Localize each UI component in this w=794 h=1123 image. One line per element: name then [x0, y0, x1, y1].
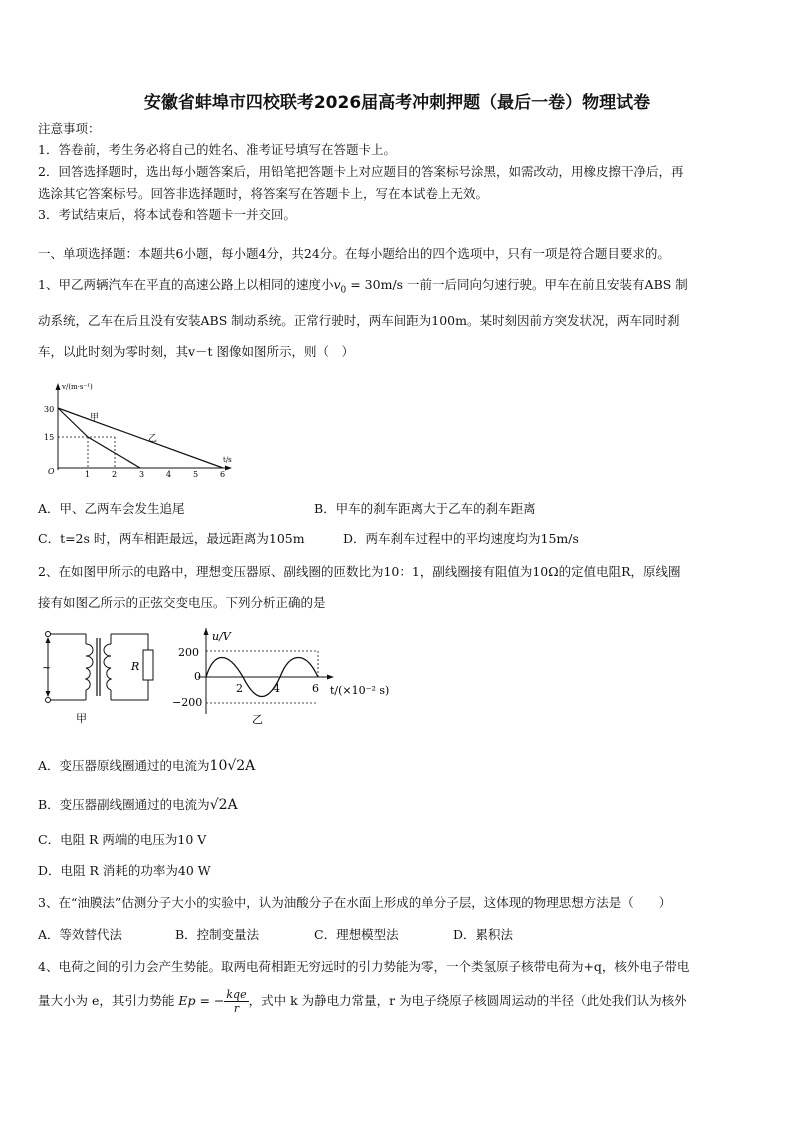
q2-option-b — [38, 796, 238, 814]
q3-option-b: B．控制变量法 — [175, 927, 260, 942]
q1-option-d: D．两车刹车过程中的平均速度均为15m/s — [343, 531, 579, 546]
q2-option-a — [38, 757, 255, 775]
q4-eq-lhs: Ep = − — [178, 993, 225, 1008]
notice-item-2: 2．回答选择题时，选出每小题答案后，用铅笔把答题卡上对应题目的答案标号涂黑，如需改动，用橡皮擦干净后，再 — [38, 164, 684, 179]
t-axis-label: t/(×10⁻² s) — [330, 684, 390, 697]
resistor-label: R — [131, 660, 140, 673]
q3-line-1: 3、在“油膜法”估测分子大小的实验中，认为油酸分子在水面上形成的单分子层，这体现的物理思想方法是（ ） — [38, 895, 672, 910]
q1-line-3: 车，以此时刻为零时刻，其v－t 图像如图所示，则（ ） — [38, 344, 355, 359]
q2-option-a-math: 10√2A — [209, 758, 256, 774]
x-tick-2: 2 — [112, 470, 118, 478]
q1-option-b: B．甲车的刹车距离大于乙车的刹车距离 — [314, 501, 536, 516]
q4-line-1: 4、电荷之间的引力会产生势能。取两电荷相距无穷远时的引力势能为零，一个类氢原子核带电荷为+q，核外电子带电 — [38, 959, 690, 974]
q2-option-d: D．电阻 R 消耗的功率为40 W — [38, 863, 211, 878]
q2-line-1: 2、在如图甲所示的电路中，理想变压器原、副线圈的匝数比为10：1，副线圈接有阻值为10Ω的定值电阻R，原线圈 — [38, 564, 681, 579]
page-title: 安徽省蚌埠市四校联考2026届高考冲刺押题（最后一卷）物理试卷 — [143, 93, 651, 113]
arrow-up-icon — [46, 637, 51, 643]
x-tick-5: 5 — [193, 470, 199, 478]
y-arrow-icon — [56, 383, 61, 390]
notice-item-2-cont: 选涂其它答案标号。回答非选择题时，将答案写在答题卡上，写在本试卷上无效。 — [38, 186, 489, 201]
u-arrow-icon — [204, 628, 209, 635]
t-tick-6: 6 — [312, 682, 319, 695]
q1-line-1 — [38, 276, 688, 300]
t-arrow-icon — [327, 675, 334, 680]
terminal-bottom — [46, 698, 51, 703]
q4-line-2 — [38, 984, 687, 1018]
q1-option-a: A．甲、乙两车会发生追尾 — [38, 501, 185, 516]
q2-voltage-wave-graph — [168, 628, 398, 728]
y-tick-15: 15 — [44, 433, 55, 442]
q2-option-a-text: A．变压器原线圈通过的电流为 — [38, 758, 210, 773]
label-yi: 乙 — [148, 434, 158, 444]
q1-v-value: = 30m/s — [346, 277, 404, 292]
q1-vt-graph — [38, 378, 238, 478]
x-tick-3: 3 — [139, 470, 145, 478]
wire-secondary-bottom — [111, 680, 148, 700]
circuit-caption: 甲 — [76, 712, 87, 725]
u-tick-neg200: −200 — [172, 696, 203, 709]
line-yi — [58, 408, 223, 468]
q2-circuit-diagram — [38, 628, 168, 728]
label-jia: 甲 — [90, 413, 100, 423]
q1-text-a: 1、甲乙两辆汽车在平直的高速公路上以相同的速度小 — [38, 277, 334, 292]
q3-option-c: C．理想模型法 — [314, 927, 399, 942]
u-axis-label: u/V — [212, 630, 231, 643]
q2-line-2: 接有如图乙所示的正弦交变电压。下列分析正确的是 — [38, 595, 326, 610]
u-tick-0: 0 — [194, 670, 201, 683]
x-tick-6: 6 — [220, 470, 226, 478]
terminal-top — [46, 632, 51, 637]
secondary-coil — [104, 644, 111, 690]
q4-frac-num: kqe — [226, 988, 247, 1001]
q4-fraction — [224, 988, 248, 1015]
origin-label: O — [48, 467, 55, 476]
q3-option-d: D．累积法 — [453, 927, 514, 942]
x-axis-label: t/s — [223, 456, 232, 464]
wave-caption: 乙 — [252, 713, 263, 726]
q4-text-a: 量大小为 e，其引力势能 — [38, 993, 175, 1008]
t-tick-4: 4 — [273, 682, 280, 695]
x-tick-1: 1 — [85, 470, 91, 478]
q4-frac-den: r — [233, 1002, 240, 1015]
x-tick-4: 4 — [166, 470, 172, 478]
u-tick-200: 200 — [178, 646, 199, 659]
arrow-down-icon — [46, 691, 51, 697]
q2-option-b-text: B．变压器副线圈通过的电流为 — [38, 797, 210, 812]
notice-item-1: 1．答卷前，考生务必将自己的姓名、准考证号填写在答题卡上。 — [38, 142, 396, 157]
ac-symbol: ~ — [42, 661, 52, 674]
q3-option-a: A．等效替代法 — [38, 927, 123, 942]
t-tick-2: 2 — [236, 682, 243, 695]
q2-option-c: C．电阻 R 两端的电压为10 V — [38, 832, 207, 847]
q1-v-subscript: 0 — [340, 285, 347, 296]
y-axis-label: v/(m·s⁻¹) — [62, 383, 93, 391]
q1-text-b: 一前一后同向匀速行驶。甲车在前且安装有ABS 制 — [403, 277, 688, 292]
q1-v-symbol: v — [333, 277, 341, 292]
notice-heading: 注意事项： — [38, 121, 101, 136]
section-heading: 一、单项选择题：本题共6小题，每小题4分，共24分。在每小题给出的四个选项中，只有一项是符合题目要求的。 — [38, 246, 670, 261]
wire-secondary-top — [111, 634, 148, 650]
q2-option-b-math: √2A — [209, 797, 238, 813]
q1-option-c: C．t=2s 时，两车相距最远，最远距离为105m — [38, 531, 305, 546]
notice-item-3: 3．考试结束后，将本试卷和答题卡一并交回。 — [38, 207, 296, 222]
y-tick-30: 30 — [44, 405, 55, 414]
x-arrow-icon — [225, 466, 232, 471]
q1-line-2: 动系统，乙车在后且没有安装ABS 制动系统。正常行驶时，两车间距为100m。某时刻因前方突发状况，两车同时刹 — [38, 313, 680, 328]
primary-coil — [86, 644, 93, 690]
q4-text-b: ，式中 k 为静电力常量，r 为电子绕原子核圆周运动的半径（此处我们认为核外 — [248, 993, 687, 1008]
resistor — [143, 650, 153, 680]
